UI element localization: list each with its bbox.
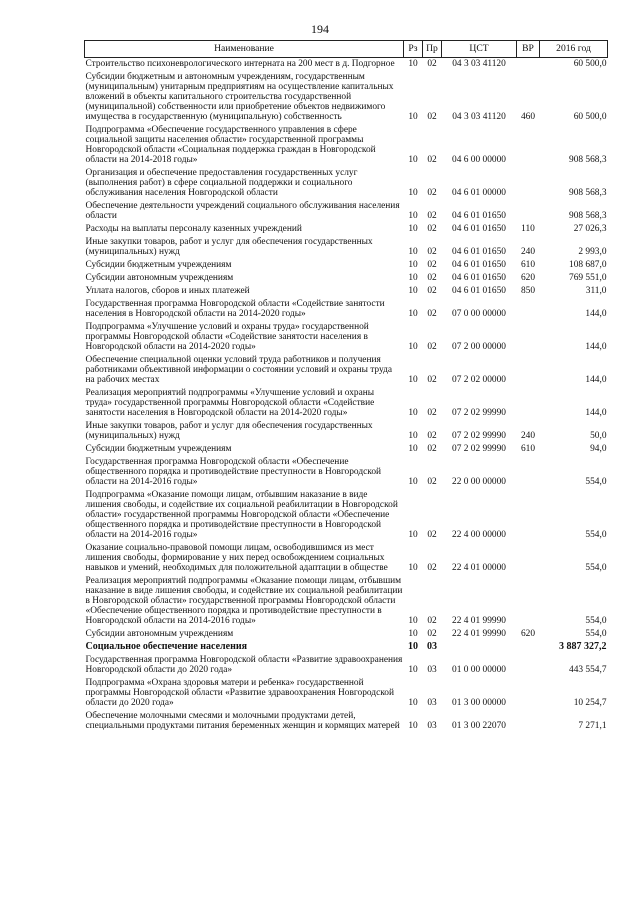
cell-name: Уплата налогов, сборов и иных платежей — [85, 286, 250, 296]
cell-vr — [517, 575, 540, 628]
cell-name: Реализация мероприятий подпрограммы «Оказание помощи лицам, отбывшим наказание в виде лишения свободы, и содействие их социальной реабилитации в Новгородской области» государственной программы Новгородской области «Обеспечение общественного порядка и противодействие преступности в Новгородской области на 2014-2016 годы» — [85, 576, 403, 626]
cell-rz: 10 — [408, 224, 418, 234]
cell-name: Обеспечение деятельности учреждений социального обслуживания населения области — [85, 201, 400, 221]
cell-cst: 22 4 01 99990 — [452, 616, 506, 626]
cell-name: Субсидии автономным учреждениям — [85, 273, 234, 283]
cell-cst: 04 6 01 01650 — [452, 211, 506, 221]
cell-pr: 03 — [427, 721, 437, 731]
cell-name: Подпрограмма «Обеспечение государственного управления в сфере социальной защиты населения области» государственной программы Новгородской области «Социальная поддержка граждан в Новгородской области на 2014-2018 годы» — [85, 125, 376, 165]
cell-sum: 144,0 — [585, 309, 607, 319]
column-header-vr: ВР — [517, 41, 540, 58]
cell-name: Субсидии автономным учреждениям — [85, 629, 234, 639]
cell-sum: 144,0 — [585, 342, 607, 352]
cell-sum: 443 554,7 — [569, 665, 607, 675]
cell-pr: 02 — [427, 477, 437, 487]
column-header-cst: ЦСТ — [442, 41, 517, 58]
cell-name: Расходы на выплаты персоналу казенных учреждений — [85, 224, 302, 234]
cell-cst: 01 0 00 00000 — [452, 665, 506, 675]
column-header-rz: Рз — [404, 41, 423, 58]
cell-cst — [442, 641, 517, 654]
cell-pr: 02 — [427, 247, 437, 257]
cell-vr: 850 — [520, 286, 536, 296]
table-row — [85, 259, 608, 272]
cell-sum: 50,0 — [590, 431, 607, 441]
cell-cst: 01 3 00 22070 — [452, 721, 506, 731]
cell-vr — [517, 124, 540, 167]
cell-vr: 620 — [520, 273, 536, 283]
table-row — [85, 654, 608, 677]
table-row — [85, 387, 608, 420]
cell-sum: 144,0 — [585, 408, 607, 418]
cell-pr: 02 — [427, 224, 437, 234]
cell-pr: 03 — [427, 698, 437, 708]
column-header-pr: Пр — [423, 41, 442, 58]
cell-vr — [517, 654, 540, 677]
cell-rz: 10 — [408, 112, 418, 122]
cell-rz: 10 — [408, 155, 418, 165]
cell-rz: 10 — [408, 665, 418, 675]
cell-name: Социальное обеспечение населения — [85, 641, 248, 652]
cell-cst: 07 2 02 99990 — [452, 431, 506, 441]
cell-pr: 02 — [427, 155, 437, 165]
table-row — [85, 236, 608, 259]
cell-cst: 04 3 03 41120 — [452, 112, 506, 122]
cell-pr: 02 — [427, 616, 437, 626]
cell-rz: 10 — [408, 375, 418, 385]
cell-name: Обеспечение молочными смесями и молочными продуктами детей, специальными продуктами питания беременных женщин и кормящих матерей — [85, 711, 400, 731]
cell-vr: 620 — [520, 629, 536, 639]
table-row — [85, 124, 608, 167]
cell-cst: 04 6 00 00000 — [452, 155, 506, 165]
table-row — [85, 223, 608, 236]
table-row — [85, 542, 608, 575]
cell-sum: 554,0 — [585, 629, 607, 639]
cell-pr: 02 — [427, 188, 437, 198]
cell-name: Иные закупки товаров, работ и услуг для обеспечения государственных (муниципальных) нужд — [85, 421, 373, 441]
cell-name: Строительство психоневрологического интерната на 200 мест в д. Подгорное — [85, 59, 395, 69]
cell-vr — [517, 641, 540, 654]
cell-pr: 02 — [427, 408, 437, 418]
cell-vr — [517, 298, 540, 321]
cell-vr — [517, 542, 540, 575]
cell-vr: 240 — [520, 431, 536, 441]
cell-rz: 10 — [408, 260, 418, 270]
cell-sum: 554,0 — [585, 563, 607, 573]
cell-vr — [517, 489, 540, 542]
cell-pr: 03 — [427, 665, 437, 675]
cell-cst: 07 2 02 99990 — [452, 444, 506, 454]
cell-rz: 10 — [408, 641, 418, 652]
cell-rz: 10 — [408, 408, 418, 418]
cell-rz: 10 — [408, 309, 418, 319]
cell-cst: 07 2 02 99990 — [452, 408, 506, 418]
cell-cst: 04 6 01 00000 — [452, 188, 506, 198]
table-row — [85, 200, 608, 223]
cell-cst: 07 2 00 00000 — [452, 342, 506, 352]
cell-sum: 94,0 — [590, 444, 607, 454]
cell-name: Подпрограмма «Охрана здоровья матери и ребенка» государственной программы Новгородской области «Развитие здравоохранения Новгородской области до 2020 года» — [85, 678, 395, 708]
table-row — [85, 71, 608, 124]
cell-rz: 10 — [408, 563, 418, 573]
cell-name: Субсидии бюджетным и автономным учреждениям, государственным (муниципальным) унитарным предприятиям на осуществление капитальных вложений в объекты капитального строительства государственной (муниципальной) собственности или приобретение объектов недвижимого имущества в государственную (муниципальную) собственность — [85, 72, 394, 122]
table-row — [85, 420, 608, 443]
cell-sum: 7 271,1 — [578, 721, 607, 731]
cell-cst: 22 4 01 00000 — [452, 563, 506, 573]
cell-rz: 10 — [408, 530, 418, 540]
table-row — [85, 677, 608, 710]
cell-name: Подпрограмма «Улучшение условий и охраны труда» государственной программы Новгородской области «Содействие занятости населения в Новгородской области на 2014-2020 годы» — [85, 322, 369, 352]
cell-cst: 04 6 01 01650 — [452, 286, 506, 296]
table-row — [85, 285, 608, 298]
cell-vr: 240 — [520, 247, 536, 257]
cell-sum: 311,0 — [585, 286, 607, 296]
cell-cst: 22 4 01 99990 — [452, 629, 506, 639]
table-row — [85, 443, 608, 456]
cell-pr: 02 — [427, 211, 437, 221]
cell-name: Организация и обеспечение предоставления государственных услуг (выполнения работ) в сфере социальной поддержки и социального обслуживания населения Новгородской области — [85, 168, 358, 198]
cell-rz: 10 — [408, 286, 418, 296]
cell-pr: 02 — [427, 342, 437, 352]
cell-rz: 10 — [408, 59, 418, 69]
cell-rz: 10 — [408, 188, 418, 198]
cell-cst: 01 3 00 00000 — [452, 698, 506, 708]
cell-vr: 610 — [520, 444, 536, 454]
cell-pr: 02 — [427, 112, 437, 122]
cell-cst: 07 0 00 00000 — [452, 309, 506, 319]
table-row — [85, 321, 608, 354]
cell-sum: 908 568,3 — [569, 188, 607, 198]
cell-name: Обеспечение специальной оценки условий труда работников и получения работниками объективной информации о состоянии условий и охраны труда на рабочих местах — [85, 355, 393, 385]
cell-pr: 02 — [427, 260, 437, 270]
cell-pr: 02 — [427, 431, 437, 441]
cell-vr — [517, 321, 540, 354]
cell-pr: 02 — [427, 309, 437, 319]
cell-sum: 2 993,0 — [578, 247, 607, 257]
cell-sum: 108 687,0 — [569, 260, 607, 270]
cell-cst: 04 6 01 01650 — [452, 224, 506, 234]
cell-sum: 144,0 — [585, 375, 607, 385]
table-row — [85, 628, 608, 641]
cell-pr: 02 — [427, 375, 437, 385]
cell-sum: 10 254,7 — [573, 698, 607, 708]
cell-rz: 10 — [408, 477, 418, 487]
cell-rz: 10 — [408, 616, 418, 626]
cell-vr — [517, 677, 540, 710]
cell-rz: 10 — [408, 247, 418, 257]
cell-rz: 10 — [408, 342, 418, 352]
table-row — [85, 575, 608, 628]
table-row — [85, 641, 608, 654]
cell-pr: 02 — [427, 629, 437, 639]
cell-vr: 610 — [520, 260, 536, 270]
cell-name: Государственная программа Новгородской области «Обеспечение общественного порядка и противодействие преступности в Новгородской области на 2014-2016 годы» — [85, 457, 382, 487]
cell-vr — [517, 354, 540, 387]
table-row — [85, 272, 608, 285]
cell-vr: 460 — [520, 112, 536, 122]
table-row — [85, 710, 608, 733]
cell-vr — [517, 167, 540, 200]
cell-sum: 27 026,3 — [573, 224, 607, 234]
cell-cst: 04 3 03 41120 — [452, 59, 506, 69]
cell-sum: 769 551,0 — [569, 273, 607, 283]
table-body — [85, 58, 608, 734]
cell-name: Иные закупки товаров, работ и услуг для обеспечения государственных (муниципальных) нужд — [85, 237, 373, 257]
cell-rz: 10 — [408, 721, 418, 731]
cell-name: Государственная программа Новгородской области «Содействие занятости населения в Новгородской области на 2014-2020 годы» — [85, 299, 385, 319]
cell-name: Оказание социально-правовой помощи лицам, освободившимся из мест лишения свободы, формирование у них перед освобождением социальных навыков и умений, необходимых для положительной адаптации в обществе — [85, 543, 388, 573]
cell-cst: 04 6 01 01650 — [452, 247, 506, 257]
table-row — [85, 489, 608, 542]
table-row — [85, 354, 608, 387]
cell-name: Подпрограмма «Оказание помощи лицам, отбывшим наказание в виде лишения свободы, и содействие их социальной реабилитации в Новгородской области» государственной программы Новгородской области «Обеспечение общественного порядка и противодействие преступности в Новгородской области на 2014-2016 годы» — [85, 490, 398, 540]
cell-rz: 10 — [408, 629, 418, 639]
page-number: 194 — [311, 22, 329, 36]
cell-pr: 03 — [427, 641, 437, 652]
cell-pr: 02 — [427, 444, 437, 454]
cell-pr: 02 — [427, 286, 437, 296]
cell-sum: 908 568,3 — [569, 211, 607, 221]
cell-rz: 10 — [408, 211, 418, 221]
cell-pr: 02 — [427, 273, 437, 283]
table-row — [85, 167, 608, 200]
table-row — [85, 58, 608, 72]
budget-table — [84, 40, 608, 733]
cell-pr: 02 — [427, 59, 437, 69]
table-row — [85, 456, 608, 489]
cell-sum: 554,0 — [585, 530, 607, 540]
cell-name: Субсидии бюджетным учреждениям — [85, 444, 232, 454]
cell-rz: 10 — [408, 431, 418, 441]
cell-sum: 60 500,0 — [573, 59, 607, 69]
column-header-sum: 2016 год — [540, 41, 608, 58]
cell-cst: 07 2 02 00000 — [452, 375, 506, 385]
table-header-row — [85, 41, 608, 58]
table-row — [85, 298, 608, 321]
cell-pr: 02 — [427, 530, 437, 540]
cell-sum: 554,0 — [585, 616, 607, 626]
column-header-name: Наименование — [85, 41, 404, 58]
cell-cst: 04 6 01 01650 — [452, 260, 506, 270]
cell-vr: 110 — [521, 224, 535, 234]
cell-sum: 908 568,3 — [569, 155, 607, 165]
cell-cst: 22 4 00 00000 — [452, 530, 506, 540]
cell-vr — [517, 58, 540, 72]
cell-vr — [517, 456, 540, 489]
cell-name: Субсидии бюджетным учреждениям — [85, 260, 232, 270]
cell-rz: 10 — [408, 273, 418, 283]
cell-sum: 60 500,0 — [573, 112, 607, 122]
cell-sum: 554,0 — [585, 477, 607, 487]
cell-sum: 3 887 327,2 — [559, 641, 607, 652]
cell-vr — [517, 200, 540, 223]
cell-vr — [517, 710, 540, 733]
cell-vr — [517, 387, 540, 420]
cell-cst: 22 0 00 00000 — [452, 477, 506, 487]
cell-pr: 02 — [427, 563, 437, 573]
cell-name: Реализация мероприятий подпрограммы «Улучшение условий и охраны труда» государственной программы Новгородской области «Содействие занятости населения в Новгородской области на 2014-2020 годы» — [85, 388, 375, 418]
cell-rz: 10 — [408, 698, 418, 708]
cell-rz: 10 — [408, 444, 418, 454]
cell-cst: 04 6 01 01650 — [452, 273, 506, 283]
cell-name: Государственная программа Новгородской области «Развитие здравоохранения Новгородской области до 2020 года» — [85, 655, 403, 675]
